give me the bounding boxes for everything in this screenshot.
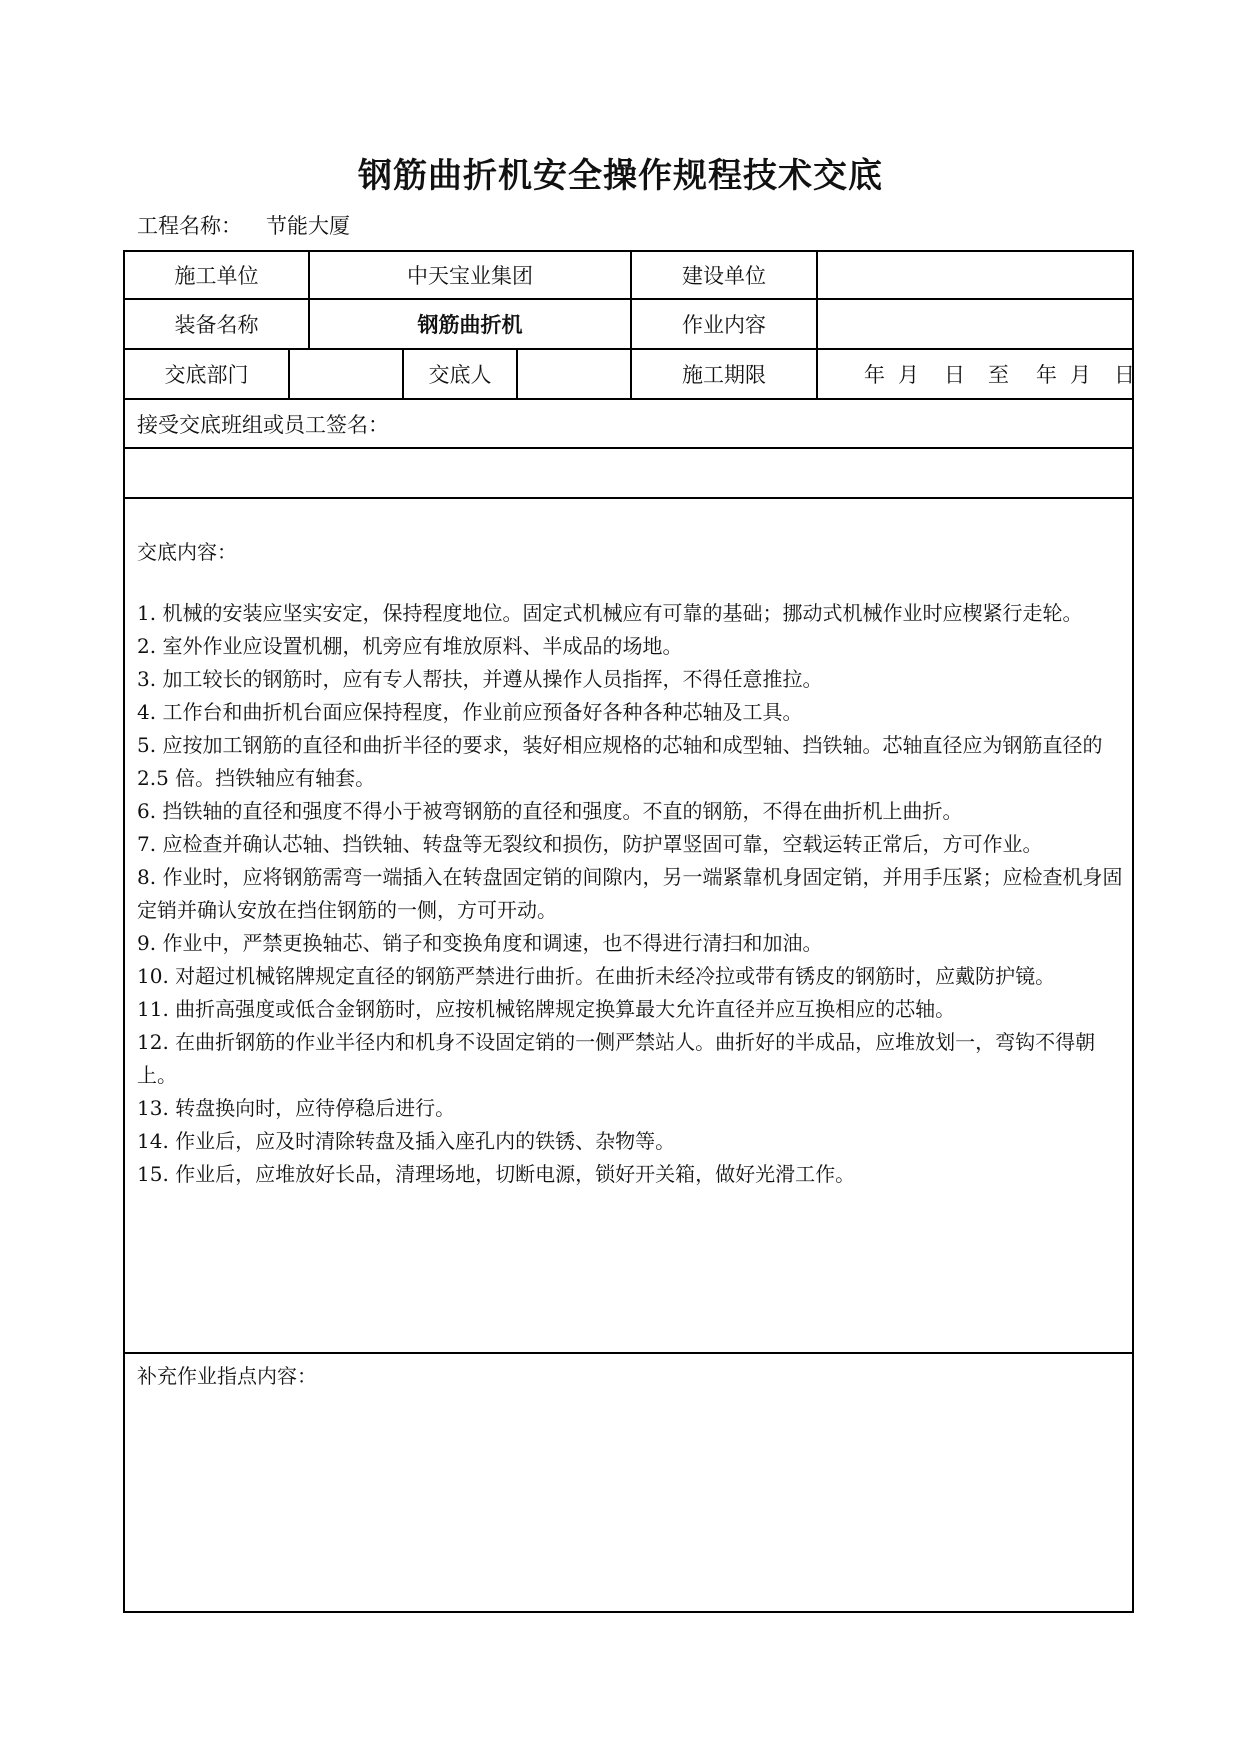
list-item: 2. 室外作业应设置机棚，机旁应有堆放原料、半成品的场地。 <box>137 634 683 658</box>
date-part: 日 <box>944 363 965 387</box>
discloser-label: 交底人 <box>428 363 492 387</box>
list-item: 11. 曲折高强度或低合金钢筋时，应按机械铭牌规定换算最大允许直径并应互换相应的芯轴。 <box>137 997 956 1021</box>
work-content-value <box>818 300 1132 348</box>
list-item: 4. 工作台和曲折机台面应保持程度，作业前应预备好各种各种芯轴及工具。 <box>137 700 803 724</box>
content-label: 交底内容： <box>137 540 237 564</box>
date-part: 至 <box>988 363 1009 387</box>
construction-unit-label: 施工单位 <box>174 264 259 288</box>
list-item: 6. 挡铁轴的直径和强度不得小于被弯钢筋的直径和强度。不直的钢筋，不得在曲折机上曲折。 <box>137 799 963 823</box>
date-part: 月 <box>1070 363 1091 387</box>
list-item: 5. 应按加工钢筋的直径和曲折半径的要求，装好相应规格的芯轴和成型轴、挡铁轴。芯轴直径应为钢筋直径的 2.5 倍。挡铁轴应有轴套。 <box>137 733 1103 790</box>
list-item: 10. 对超过机械铭牌规定直径的钢筋严禁进行曲折。在曲折未经冷拉或带有锈皮的钢筋时，应戴防护镜。 <box>137 964 1056 988</box>
signature-area[interactable] <box>137 449 1127 497</box>
row-divider <box>123 1352 1134 1354</box>
list-item: 14. 作业后，应及时清除转盘及插入座孔内的铁锈、杂物等。 <box>137 1129 676 1153</box>
owner-unit-value <box>818 252 1132 298</box>
equipment-name-value: 钢筋曲折机 <box>417 313 523 337</box>
construction-period-value <box>818 350 1135 398</box>
date-part: 年 <box>864 363 885 387</box>
project-name-line <box>137 210 350 240</box>
project-name-value: 节能大厦 <box>266 214 350 238</box>
owner-unit-label: 建设单位 <box>682 264 766 288</box>
date-part: 年 <box>1036 363 1057 387</box>
list-item: 3. 加工较长的钢筋时，应有专人帮扶，并遵从操作人员指挥，不得任意推拉。 <box>137 667 823 691</box>
list-item: 15. 作业后，应堆放好长品，清理场地，切断电源，锁好开关箱，做好光滑工作。 <box>137 1162 856 1186</box>
row-divider <box>123 497 1134 499</box>
project-name-label: 工程名称： <box>137 214 242 238</box>
signature-label: 接受交底班组或员工签名： <box>137 412 389 437</box>
work-content-label: 作业内容 <box>682 313 766 337</box>
date-part: 日 <box>1114 363 1135 387</box>
disclosure-department-value <box>290 350 402 398</box>
equipment-name-label: 装备名称 <box>174 313 259 337</box>
date-part: 月 <box>898 363 919 387</box>
list-item: 7. 应检查并确认芯轴、挡铁轴、转盘等无裂纹和损伤，防护罩竖固可靠，空载运转正常后，方可作业。 <box>137 832 1043 856</box>
list-item: 8. 作业时，应将钢筋需弯一端插入在转盘固定销的间隙内，另一端紧靠机身固定销，并用手压紧；应检查机身固定销并确认安放在挡住钢筋的一侧，方可开动。 <box>137 865 1123 922</box>
disclosure-items <box>137 597 1127 1191</box>
list-item: 13. 转盘换向时，应待停稳后进行。 <box>137 1096 456 1120</box>
list-item: 9. 作业中，严禁更换轴芯、销子和变换角度和调速，也不得进行清扫和加油。 <box>137 931 823 955</box>
discloser-value <box>518 350 630 398</box>
construction-period-label: 施工期限 <box>682 363 766 387</box>
construction-unit-value: 中天宝业集团 <box>407 264 533 288</box>
supplement-label: 补充作业指点内容： <box>137 1364 317 1388</box>
list-item: 12. 在曲折钢筋的作业半径内和机身不设固定销的一侧严禁站人。曲折好的半成品，应堆放划一，弯钩不得朝上。 <box>137 1030 1096 1087</box>
document-title: 钢筋曲折机安全操作规程技术交底 <box>358 156 883 196</box>
list-item: 1. 机械的安装应坚实安定，保持程度地位。固定式机械应有可靠的基础；挪动式机械作业时应楔紧行走轮。 <box>137 601 1083 625</box>
disclosure-department-label: 交底部门 <box>164 363 249 387</box>
